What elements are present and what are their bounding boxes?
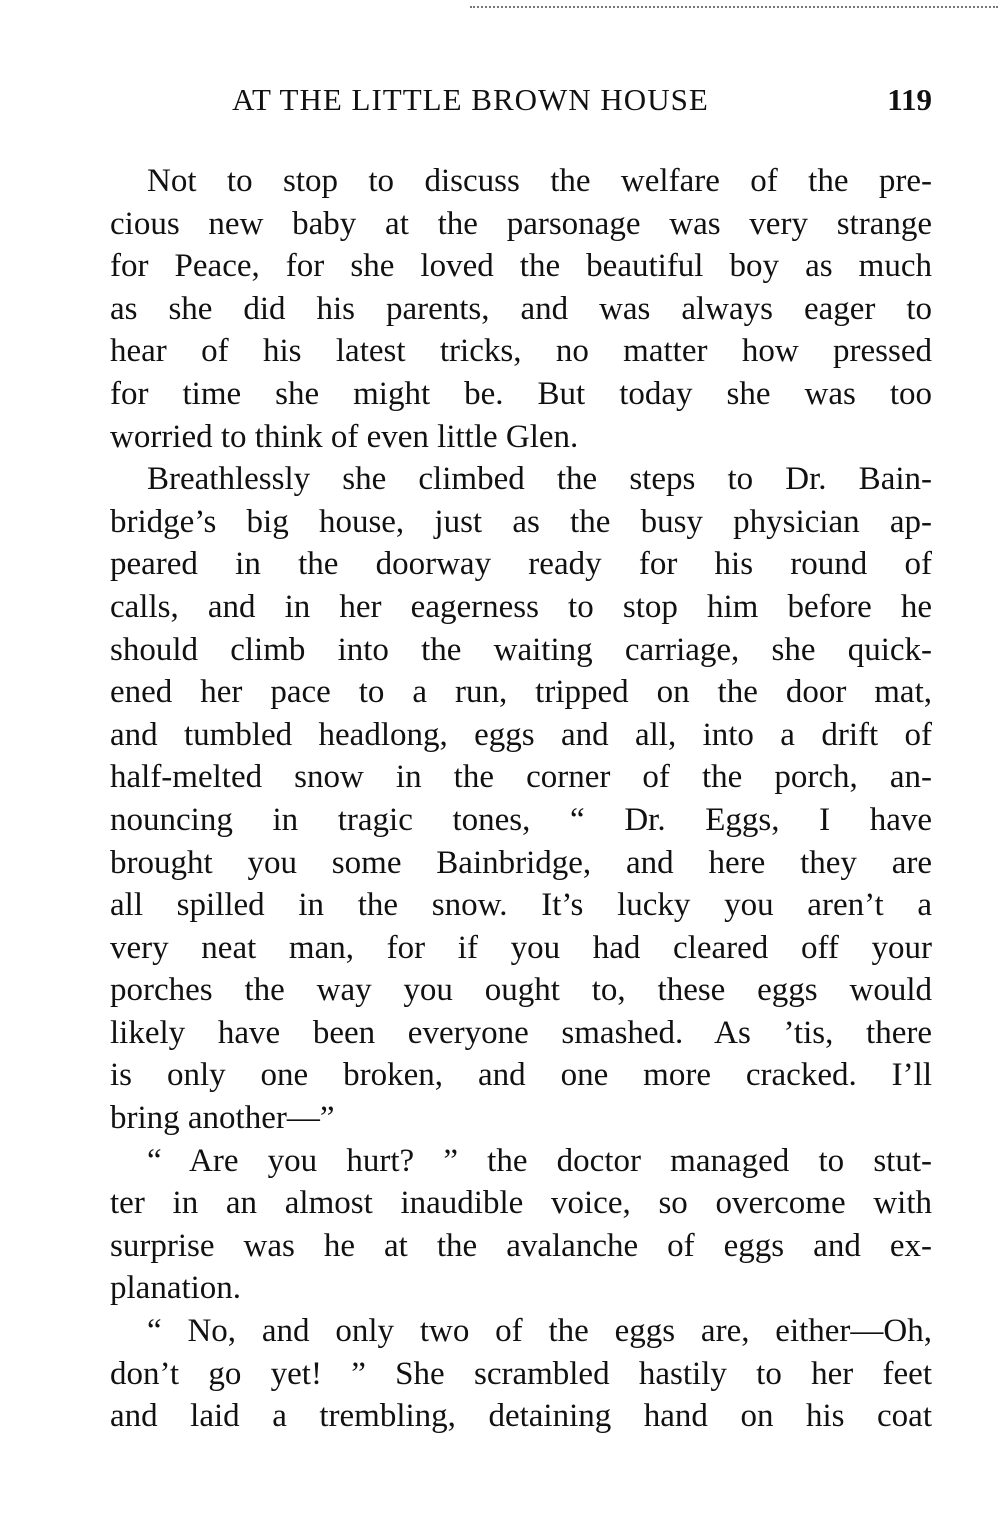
body-text <box>110 160 932 1438</box>
text-line: and laid a trembling, detaining hand on his coat <box>110 1398 932 1435</box>
text-line: calls, and in her eagerness to stop him before he <box>110 588 932 625</box>
text-line: for Peace, for she loved the beautiful boy as much <box>110 248 932 285</box>
text-line: porches the way you ought to, these eggs would <box>110 972 932 1009</box>
text-line: should climb into the waiting carriage, she quick- <box>110 631 932 668</box>
text-line: brought you some Bainbridge, and here they are <box>110 844 932 881</box>
text-line: for time she might be. But today she was too <box>110 375 932 412</box>
text-line: planation. <box>110 1270 242 1307</box>
text-line: is only one broken, and one more cracked. I’ll <box>110 1057 932 1094</box>
text-line: Not to stop to discuss the welfare of the pre- <box>147 163 932 199</box>
text-line: hear of his latest tricks, no matter how pressed <box>110 333 932 370</box>
text-line: half-melted snow in the corner of the porch, an- <box>110 759 932 796</box>
text-line: don’t go yet! ” She scrambled hastily to her feet <box>110 1355 932 1392</box>
text-line: surprise was he at the avalanche of eggs and ex- <box>110 1227 932 1264</box>
paragraph <box>110 1310 932 1438</box>
text-line: as she did his parents, and was always eager to <box>110 290 932 327</box>
page-number: 119 <box>887 82 932 117</box>
running-title: AT THE LITTLE BROWN HOUSE <box>232 82 709 117</box>
text-line: bring another—” <box>110 1100 335 1137</box>
paragraph <box>110 458 932 1140</box>
text-line: worried to think of even little Glen. <box>110 418 579 455</box>
scan-edge-rule <box>470 6 998 8</box>
text-line: ter in an almost inaudible voice, so overcome with <box>110 1185 932 1222</box>
text-line: “ Are you hurt? ” the doctor managed to stut- <box>147 1142 932 1179</box>
running-header <box>110 82 932 126</box>
text-line: Breathlessly she climbed the steps to Dr. Bain- <box>147 461 932 498</box>
text-line: nouncing in tragic tones, “ Dr. Eggs, I have <box>110 801 932 838</box>
text-line: peared in the doorway ready for his round of <box>110 546 932 583</box>
text-line: “ No, and only two of the eggs are, either—Oh, <box>147 1313 932 1350</box>
text-line: very neat man, for if you had cleared off your <box>110 929 932 966</box>
text-line: and tumbled headlong, eggs and all, into a drift of <box>110 716 932 753</box>
paragraph <box>110 160 932 458</box>
text-line: ened her pace to a run, tripped on the door mat, <box>110 674 932 711</box>
text-line: bridge’s big house, just as the busy physician ap- <box>110 503 932 540</box>
text-line: cious new baby at the parsonage was very strange <box>110 205 932 242</box>
text-line: all spilled in the snow. It’s lucky you aren’t a <box>110 887 932 924</box>
text-line: likely have been everyone smashed. As ’tis, there <box>110 1014 932 1051</box>
paragraph <box>110 1140 932 1310</box>
